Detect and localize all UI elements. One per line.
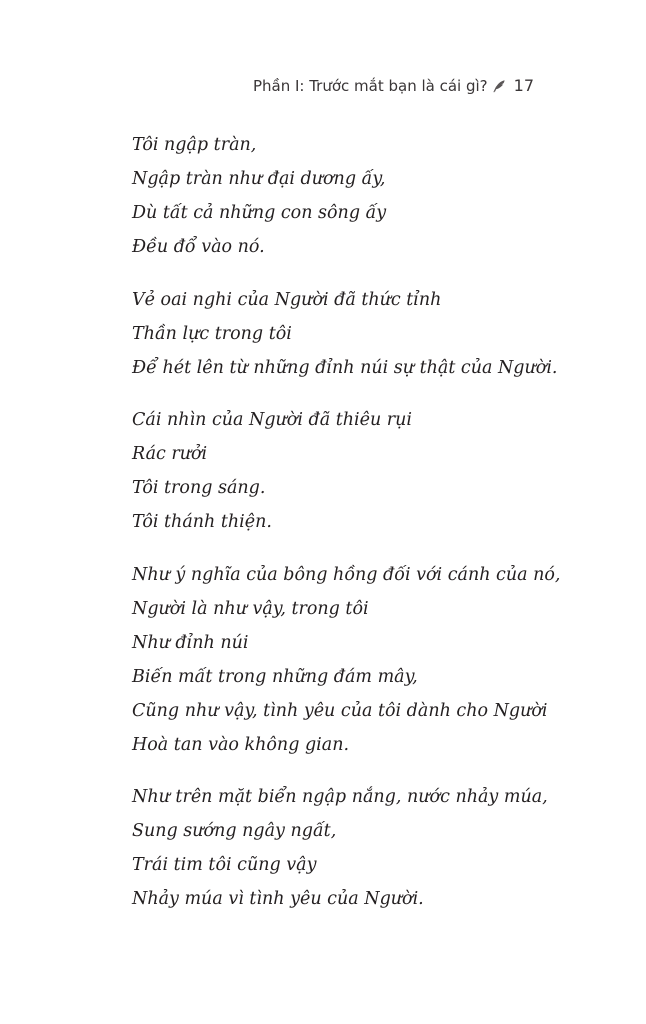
chapter-title: Phần I: Trước mắt bạn là cái gì? <box>252 76 488 95</box>
poem-line: Để hét lên từ những đỉnh núi sự thật của Người. <box>132 357 558 378</box>
poem-line: Biến mất trong những đám mây, <box>132 666 418 687</box>
feather-quill-icon <box>492 79 506 93</box>
poem-line: Như trên mặt biển ngập nắng, nước nhảy múa, <box>132 787 548 807</box>
poem-line: Tôi ngập tràn, <box>132 135 257 155</box>
poem-line: Tôi trong sáng. <box>132 478 266 498</box>
poem-line: Ngập tràn như đại dương ấy, <box>132 169 386 189</box>
stanza <box>132 780 602 916</box>
stanza <box>132 128 602 264</box>
poem-line: Cái nhìn của Người đã thiêu rụi <box>132 410 413 430</box>
running-header <box>253 76 534 95</box>
poem-line: Như ý nghĩa của bông hồng đối với cánh của nó, <box>132 564 561 585</box>
poem-line: Như đỉnh núi <box>132 632 249 653</box>
poem <box>132 128 602 935</box>
stanza <box>132 283 602 385</box>
page-number: 17 <box>513 76 534 95</box>
poem-line: Vẻ oai nghi của Người đã thức tỉnh <box>132 289 442 310</box>
stanza <box>132 403 602 539</box>
poem-line: Tôi thánh thiện. <box>132 512 272 532</box>
poem-line: Cũng như vậy, tình yêu của tôi dành cho Người <box>132 700 548 721</box>
poem-line: Hoà tan vào không gian. <box>132 734 350 755</box>
poem-line: Nhảy múa vì tình yêu của Người. <box>132 889 424 909</box>
poem-line: Đều đổ vào nó. <box>132 237 265 257</box>
poem-line: Thần lực trong tôi <box>132 323 292 344</box>
poem-line: Rác rưởi <box>132 444 208 464</box>
poem-line: Trái tim tôi cũng vậy <box>132 855 317 875</box>
poem-line: Sung sướng ngây ngất, <box>132 821 337 841</box>
poem-line: Dù tất cả những con sông ấy <box>132 203 387 223</box>
poem-line: Người là như vậy, trong tôi <box>132 598 369 619</box>
stanza <box>132 558 602 762</box>
